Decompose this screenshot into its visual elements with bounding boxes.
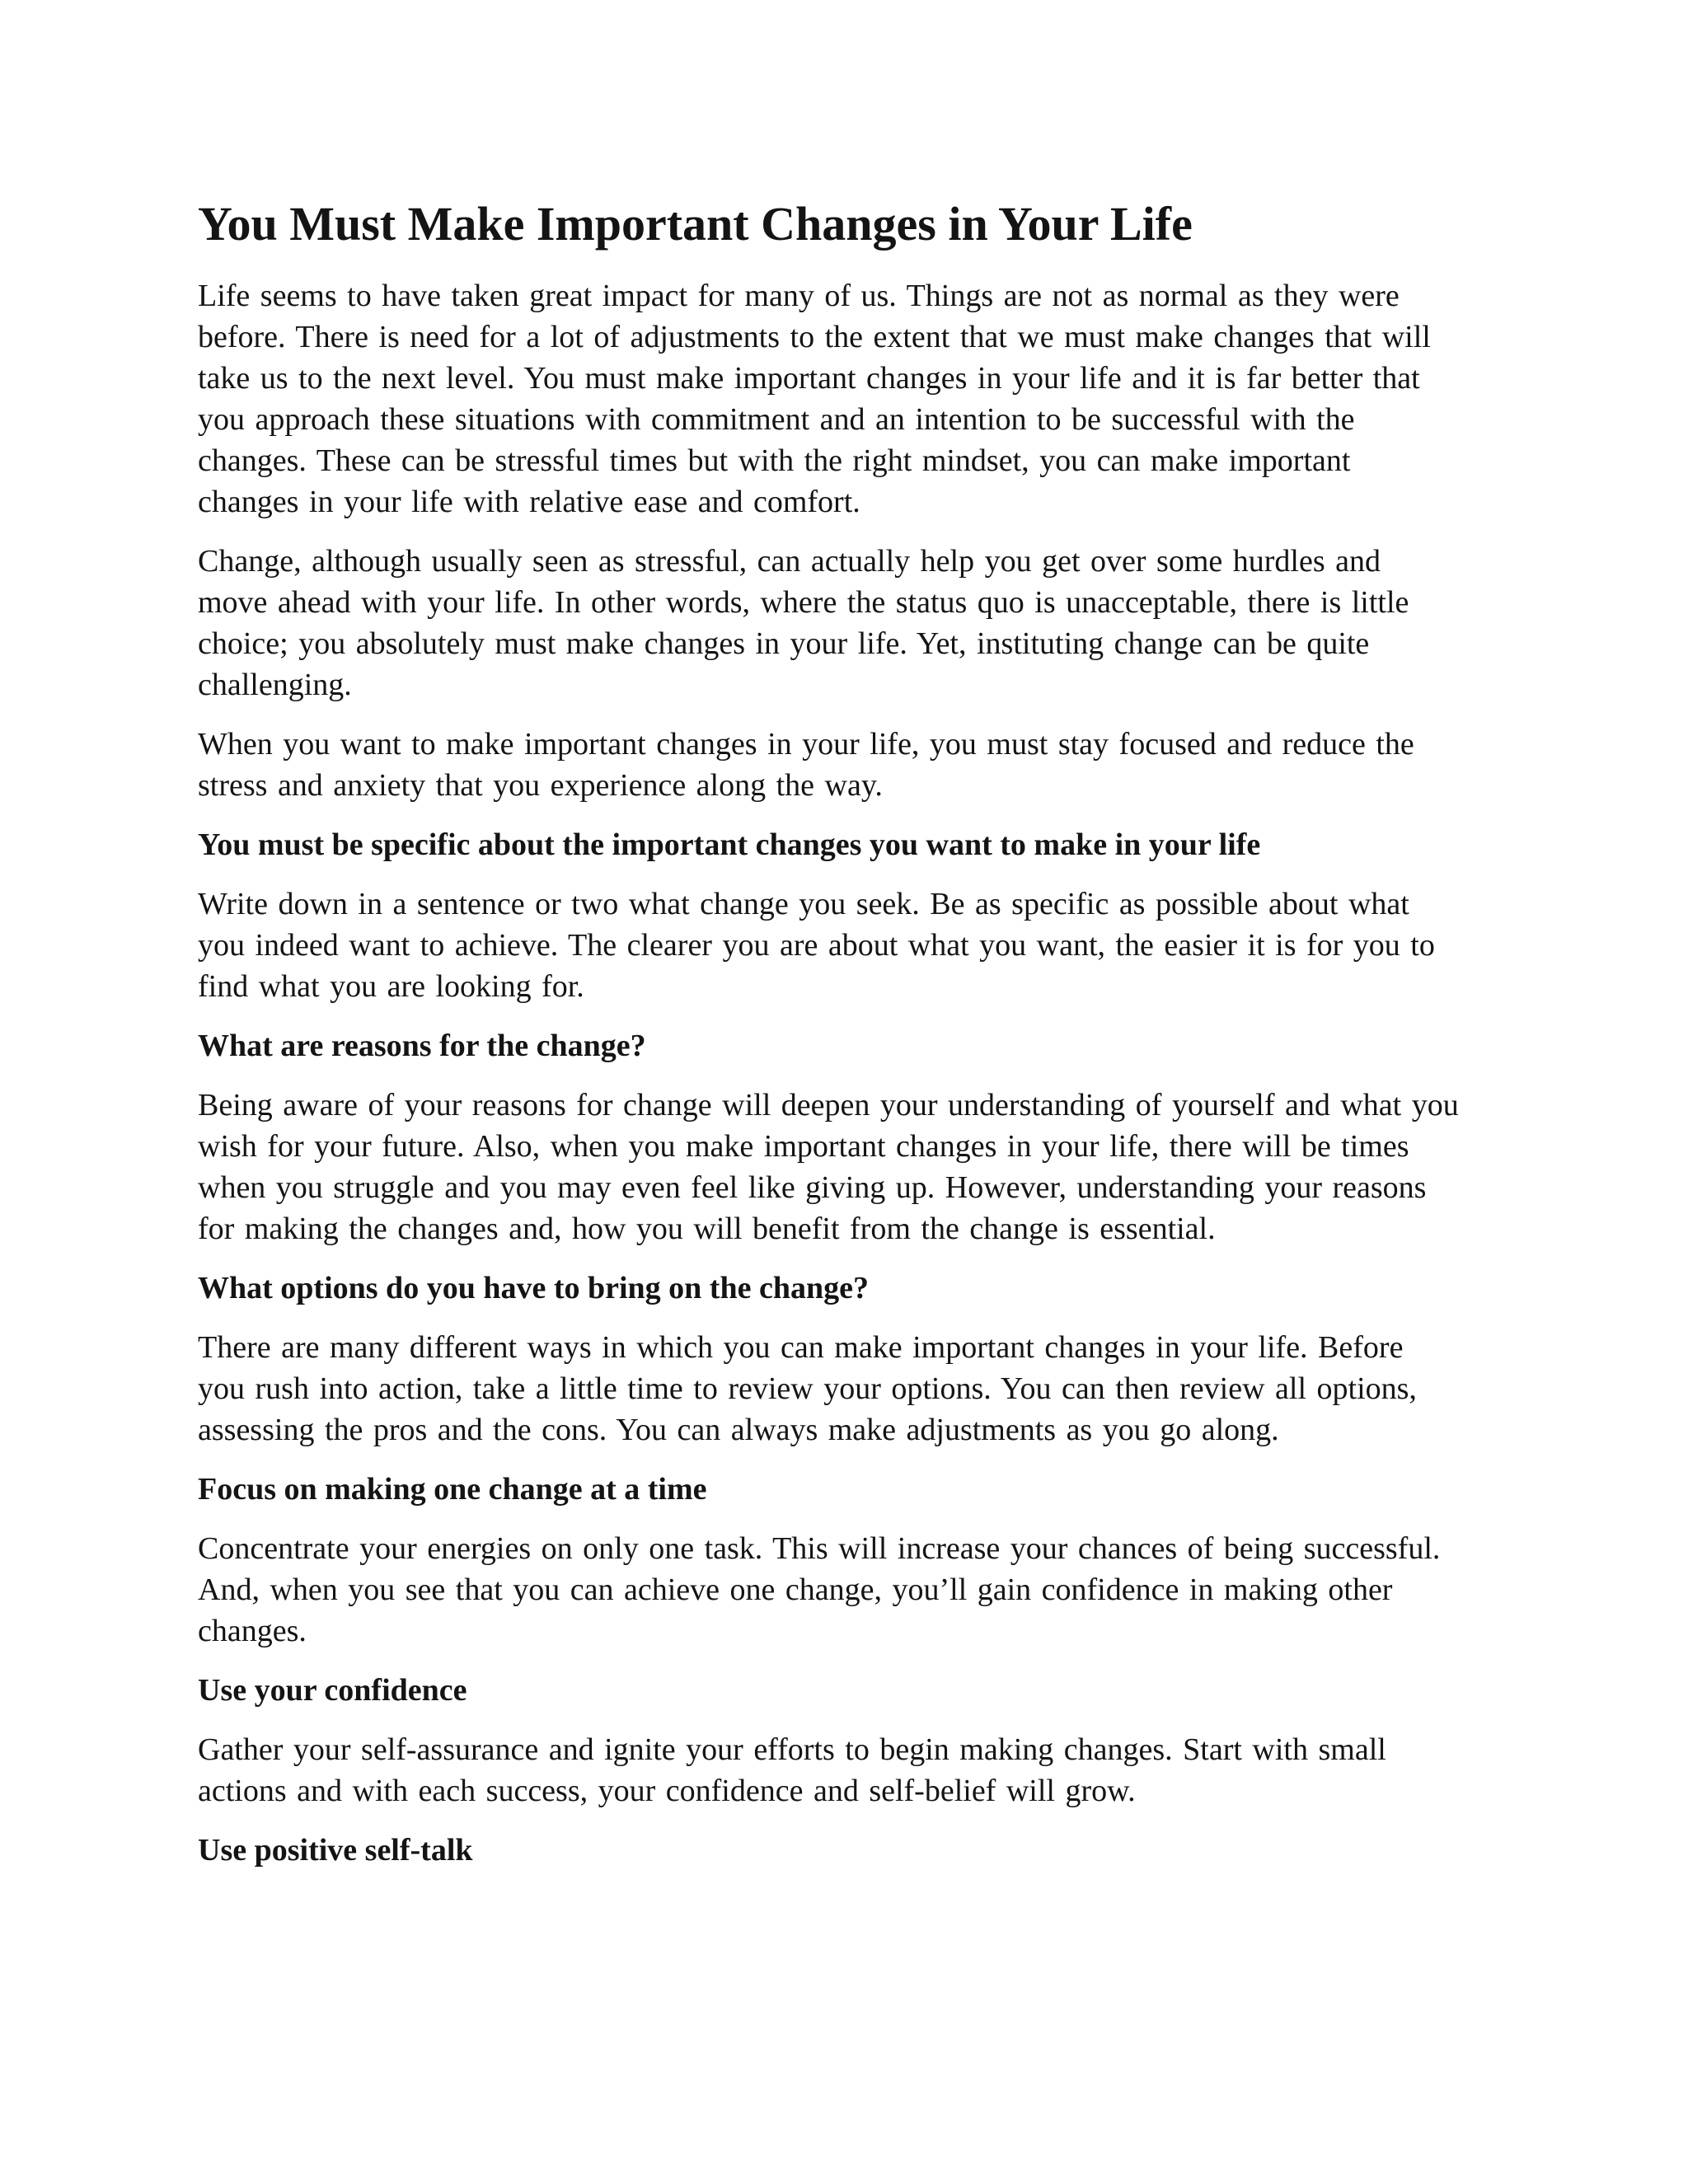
section-heading: Focus on making one change at a time	[198, 1472, 707, 1507]
document-title: You Must Make Important Changes in Your Life	[198, 197, 1193, 251]
document-body	[198, 194, 1459, 1889]
section-paragraph: Write down in a sentence or two what change you seek. Be as specific as possible about what you indeed want to achieve. The clearer you are about what you want, the easier it is for you to find what you are looking for.	[198, 887, 1435, 1004]
section-paragraph: Being aware of your reasons for change will deepen your understanding of yourself and what you wish for your future. Also, when you make important changes in your life, there will be times when you struggle and you may even feel like giving up. However, understanding your reasons for making the changes and, how you will benefit from the change is essential.	[198, 1088, 1459, 1246]
intro-paragraph: Change, although usually seen as stressful, can actually help you get over some hurdles and move ahead with your life. In other words, where the status quo is unacceptable, there is little choice; you absolutely must make changes in your life. Yet, instituting change can be quite challenging.	[198, 544, 1409, 702]
intro-paragraph: Life seems to have taken great impact for many of us. Things are not as normal as they were before. There is need for a lot of adjustments to the extent that we must make changes that will take us to the next level. You must make important changes in your life and it is far better that you approach these situations with commitment and an intention to be successful with the changes. These can be stressful times but with the right mindset, you can make important changes in your life with relative ease and comfort.	[198, 279, 1431, 519]
section-heading: You must be specific about the important changes you want to make in your life	[198, 827, 1261, 862]
section-heading: Use your confidence	[198, 1673, 467, 1708]
intro-paragraph: When you want to make important changes in your life, you must stay focused and reduce the stress and anxiety that you experience along the way.	[198, 727, 1414, 803]
section-paragraph: Gather your self-assurance and ignite your efforts to begin making changes. Start with small actions and with each success, your confidence and self-belief will grow.	[198, 1732, 1386, 1808]
section-heading: What are reasons for the change?	[198, 1029, 646, 1063]
section-paragraph: There are many different ways in which you can make important changes in your life. Before you rush into action, take a little time to review your options. You can then review all options, assessing the pros and the cons. You can always make adjustments as you go along.	[198, 1330, 1417, 1447]
section-heading: What options do you have to bring on the change?	[198, 1271, 869, 1305]
section-paragraph: Concentrate your energies on only one task. This will increase your chances of being successful. And, when you see that you can achieve one change, you’ll gain confidence in making other changes.	[198, 1531, 1441, 1648]
section-heading: Use positive self-talk	[198, 1833, 473, 1868]
